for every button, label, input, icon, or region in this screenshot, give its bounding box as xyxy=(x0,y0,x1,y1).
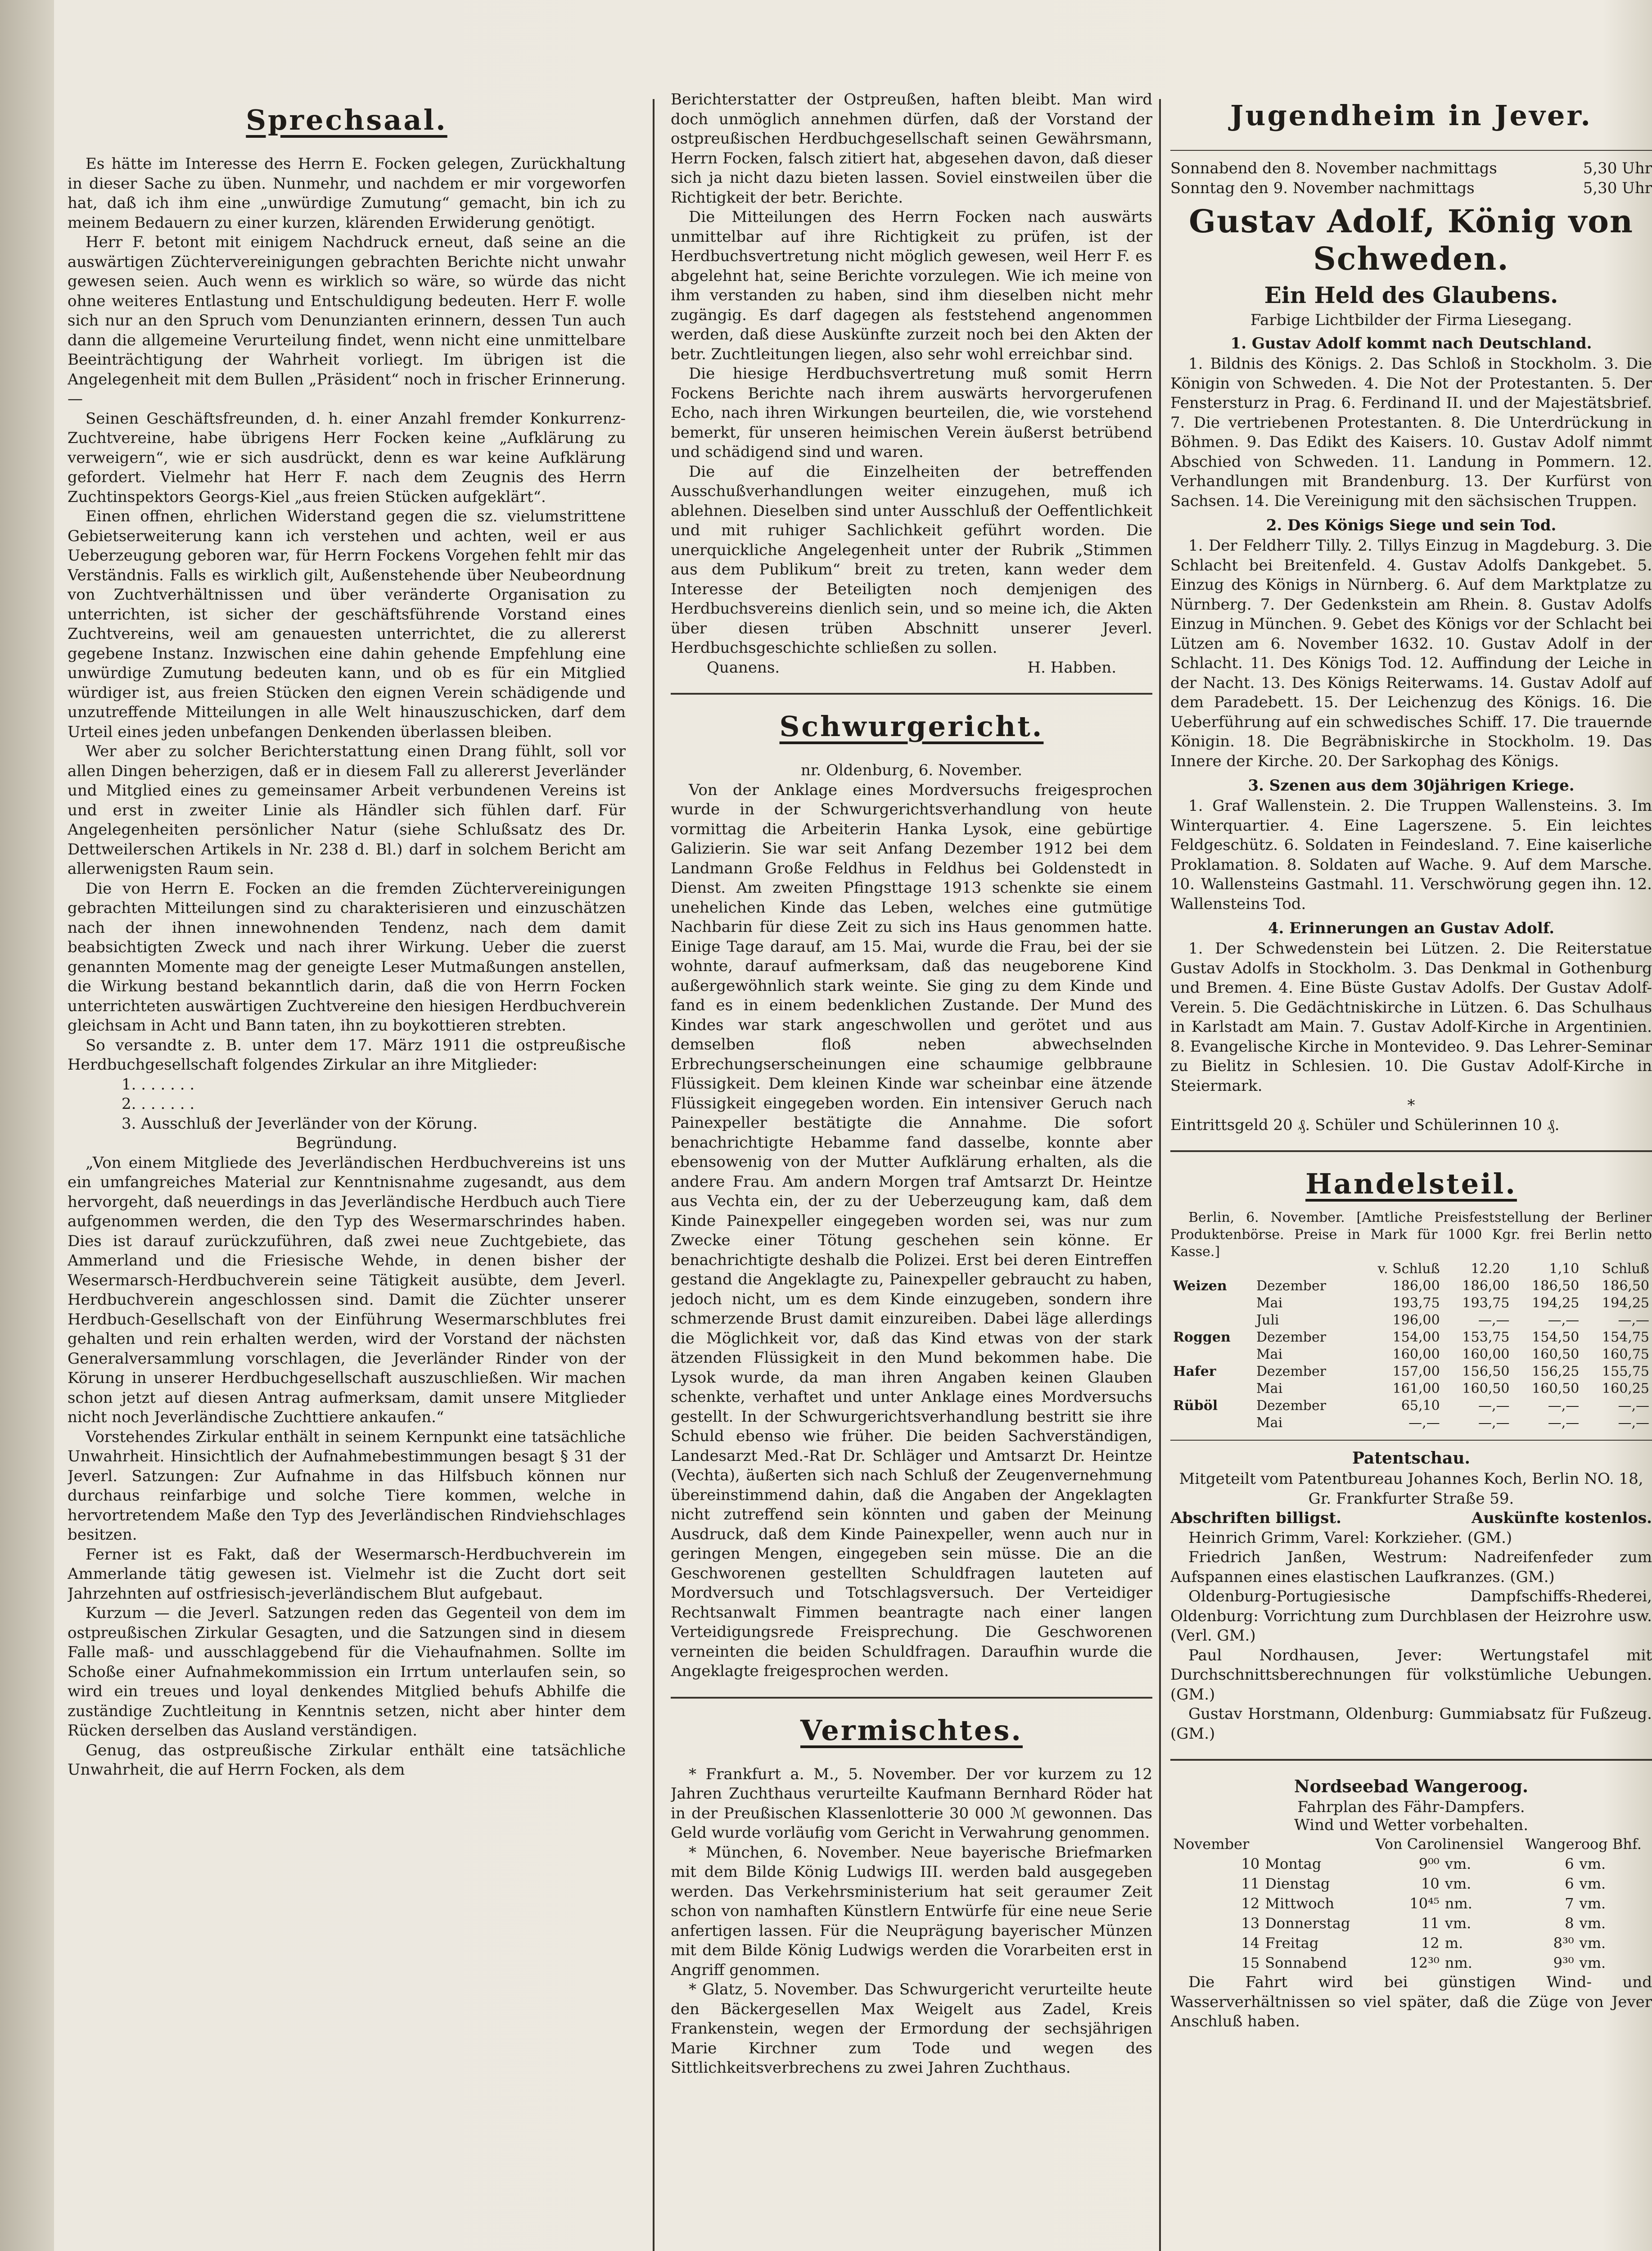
table-cell: 153,75 xyxy=(1462,1329,1510,1345)
table-cell: 10 xyxy=(1241,1855,1260,1872)
table-cell xyxy=(1170,1312,1254,1329)
table-cell: 186,00 xyxy=(1392,1278,1440,1294)
table-cell: 160,50 xyxy=(1462,1381,1510,1397)
list-item: 3. Ausschluß der Jeverländer von der Körung. xyxy=(122,1114,478,1133)
table-cell: nm. xyxy=(1444,1895,1472,1912)
table-row xyxy=(1170,1363,1652,1380)
patent-entry: Paul Nordhausen, Jever: Wertungstafel mit Durchschnittsberechnungen für volkstümliche Uebungen. (GM.) xyxy=(1170,1646,1652,1704)
paragraph: * München, 6. November. Neue bayerische Briefmarken mit dem Bilde König Ludwigs III. werden bald ausgegeben werden. Das Verkehrsministerium hat seit geraumer Zeit schon von namhaften Künstlern Entwürfe für eine neue Serie anfertigen lassen. Für die Neuprägung bayerischer Münzen mit dem Bilde König Ludwigs werden die Vorarbeiten erst in Angriff genommen. xyxy=(671,1843,1152,1979)
table-cell: 196,00 xyxy=(1392,1312,1440,1328)
signature-place: Quanens. xyxy=(707,658,780,677)
table-cell: 7 xyxy=(1565,1895,1574,1912)
date-row xyxy=(1170,159,1652,179)
table-cell: Mai xyxy=(1256,1347,1283,1362)
table-header: Wangeroog Bhf. xyxy=(1525,1835,1642,1853)
table-cell: vm. xyxy=(1444,1875,1471,1892)
table-cell: —,— xyxy=(1408,1415,1440,1431)
table-cell: 160,00 xyxy=(1462,1347,1510,1362)
table-cell: 14 xyxy=(1241,1935,1260,1952)
table-cell: Weizen xyxy=(1173,1278,1227,1294)
paragraph: Es hätte im Interesse des Herrn E. Focken gelegen, Zurückhaltung in dieser Sache zu üben. Nunmehr, und nachdem er mir vorgeworfen hat, daß ich ihm eine „unwürdige Zumutung“ gemacht, bin ich zu meinem Bedauern zu einer kurzen, klärenden Erwiderung genötigt. xyxy=(68,155,626,232)
table-cell: —,— xyxy=(1548,1398,1580,1414)
table-cell: Sonnabend xyxy=(1265,1954,1347,1971)
program-section-text: 1. Graf Wallenstein. 2. Die Truppen Wallensteins. 3. Im Winterquartier. 4. Eine Lagerszene. 5. Ein leichtes Feldgeschütz. 6. Soldaten in Feindesland. 7. Eine kaiserliche Proklamation. 8. Soldaten auf Wache. 9. Auf dem Marsche. 10. Wallensteins Gastmahl. 11. Verschwörung gegen ihn. 12. Wallensteins Tod. xyxy=(1170,797,1652,913)
program-section-text: 1. Der Schwedenstein bei Lützen. 2. Die Reiterstatue Gustav Adolfs in Stockholm. 3. Das Denkmal in Gothenburg und Bremen. 4. Eine Büste Gustav Adolfs. Der Gustav Adolf-Verein. 5. Die Gedächtniskirche in Lützen. 6. Das Schulhaus in Karlstadt am Main. 7. Gustav Adolf-Kirche in Argentinien. 8. Evangelische Kirche in Montevideo. 9. Das Lehrer-Seminar zu Bielitz in Schlesien. 10. Die Gustav Adolf-Kirche in Steiermark. xyxy=(1170,940,1652,1095)
table-row xyxy=(1170,1933,1652,1953)
divider xyxy=(671,1697,1152,1699)
program-section-title: 3. Szenen aus dem 30jährigen Kriege. xyxy=(1248,777,1575,795)
market-intro: Berlin, 6. November. [Amtliche Preisfeststellung der Berliner Produktenbörse. Preise in Mark für 1000 Kgr. frei Berlin netto Kasse.] xyxy=(1170,1210,1652,1260)
table-cell: Donnerstag xyxy=(1265,1915,1350,1932)
table-cell: Freitag xyxy=(1265,1935,1319,1952)
table-cell: vm. xyxy=(1444,1915,1471,1932)
table-row xyxy=(1170,1278,1652,1295)
table-cell: Dienstag xyxy=(1265,1875,1330,1892)
table-row xyxy=(1170,1397,1652,1415)
table-cell: 9³⁰ xyxy=(1553,1954,1574,1971)
paragraph: Wer aber zu solcher Berichterstattung einen Drang fühlt, soll vor allen Dingen beherzigen, daß er in diesem Fall zu allererst Jeverländer und Mitglied eines zu gemeinsamer Arbeit verbundenen Vereins ist und erst in zweiter Linie als Händler sich fühlen darf. Für Angelegenheiten persönlicher Natur (siehe Schlußsatz des Dr. Dettweilerschen Artikels in Nr. 238 d. Bl.) darf in solchem Bericht am allerwenigsten Raum sein. xyxy=(68,742,626,878)
table-header: 12.20 xyxy=(1471,1261,1510,1277)
subline: Farbige Lichtbilder der Firma Liesegang. xyxy=(1250,311,1572,329)
table-cell: vm. xyxy=(1444,1855,1471,1872)
table-cell: —,— xyxy=(1478,1398,1510,1414)
table-cell: 9⁰⁰ xyxy=(1418,1855,1440,1872)
table-cell: 154,50 xyxy=(1532,1329,1580,1345)
paragraph: Einen offnen, ehrlichen Widerstand gegen die sz. vielumstrittene Gebietserweiterung kann ich verstehen und achten, weil er aus Ueberzeugung geboren war, für Herrn Fockens Vorgehen fehlt mir das Verständnis. Falls es wirklich gilt, Außenstehende über Neubeordnung von Zuchtverhältnissen und über veränderte Organisation zu unterrichten, ist sicher der geschäftsführende Vorstand eines Zuchtvereins, weil am genauesten unterrichtet, die zu allererst gegebene Instanz. Inzwischen eine dahin gehende Empfehlung eine unwürdige Zumutung bedeuten kann, und ob es für ein Mitglied würdiger ist, aus freien Stücken den eignen Verein schädigende und unzutreffende Mitteilungen in alle Welt hinauszuschicken, darf dem Urteil eines jeden unbefangen Denkenden überlassen bleiben. xyxy=(68,507,626,741)
table-cell: Dezember xyxy=(1256,1364,1327,1379)
table-cell: 194,25 xyxy=(1532,1295,1580,1311)
table-cell: Mittwoch xyxy=(1265,1895,1335,1912)
table-cell: Dezember xyxy=(1256,1398,1327,1414)
star-separator: * xyxy=(1407,1096,1415,1114)
table-cell: 160,25 xyxy=(1602,1381,1649,1397)
headline: Gustav Adolf, König von Schweden. xyxy=(1189,203,1634,277)
table-cell: Dezember xyxy=(1256,1278,1327,1294)
paragraph: Die hiesige Herdbuchsvertretung muß somit Herrn Fockens Berichte nach ihrem auswärts hervorgerufenen Echo, nach ihren Wirkungen beurteilen, die, wie vorstehend bemerkt, für unseren heimischen Verein äußerst betrübend und schädigend sind und waren. xyxy=(671,365,1152,461)
table-cell: 13 xyxy=(1241,1915,1260,1932)
column-rule-2 xyxy=(1159,99,1161,2251)
table-cell: vm. xyxy=(1579,1915,1606,1932)
table-cell xyxy=(1170,1346,1254,1363)
table-header xyxy=(1254,1261,1353,1278)
table-header-row xyxy=(1170,1834,1652,1854)
paragraph: Die von Herrn E. Focken an die fremden Züchtervereinigungen gebrachten Mitteilungen sind zu charakterisieren und einzuschätzen nach der ihnen innewohnenden Tendenz, nach dem damit beabsichtigten Zweck und nach ihrer Wirkung. Ueber die zuerst genannten Momente mag der geneigte Leser Mutmaßungen anstellen, die Wirkung bestand bekanntlich darin, daß die von Herrn Focken unterrichteten auswärtigen Zuchtvereine den hiesigen Herdbuchverein gleichsam in Acht und Bann taten, ihn zu boykottieren strebten. xyxy=(68,879,626,1035)
divider xyxy=(1170,1759,1652,1761)
table-cell: vm. xyxy=(1579,1935,1606,1952)
paragraph: Herr F. betont mit einigem Nachdruck erneut, daß seine an die auswärtigen Züchtervereinigungen gebrachten Berichte nicht unwahr gewesen seien. Auch wenn es wirklich so wäre, so würde das nicht ohne weiteres Entlastung und Entschuldigung bedeuten. Herr F. wolle sich nur an den Spruch vom Denunzianten erinnern, dessen Tun auch dann die allgemeine Verurteilung findet, wenn nicht eine unmittelbare Beeinträchtigung der Wahrheit vorliegt. Im übrigen ist die Angelegenheit mit dem Bullen „Präsident“ noch in frischer Erinnerung. — xyxy=(68,233,626,408)
dateline: nr. Oldenburg, 6. November. xyxy=(800,761,1023,779)
paragraph: Die Mitteilungen des Herrn Focken nach auswärts unmittelbar auf ihre Richtigkeit zu prüfen, ist der Herdbuchsvertretung nicht möglich gewesen, weil Herr F. es abgelehnt hat, seine Berichte vorzulegen. Wie ich meine von ihm verstanden zu haben, sind ihm dieselben nicht mehr zugängig. Es darf dagegen als feststehend angenommen werden, daß diese Auskünfte zurzeit noch bei den Akten der betr. Zuchtleitungen liegen, also sehr wohl erreichbar sind. xyxy=(671,208,1152,363)
table-cell: 160,50 xyxy=(1532,1381,1580,1397)
table-cell: vm. xyxy=(1579,1875,1606,1892)
patent-entry: Gustav Horstmann, Oldenburg: Gummiabsatz für Fußzeug. (GM.) xyxy=(1170,1705,1652,1743)
price-table xyxy=(1170,1261,1652,1432)
table-row xyxy=(1170,1874,1652,1894)
table-cell: 11 xyxy=(1241,1875,1260,1892)
table-cell: Juli xyxy=(1256,1312,1279,1328)
paragraph: * Glatz, 5. November. Das Schwurgericht verurteilte heute den Bäckergesellen Max Weigelt aus Zadel, Kreis Frankenstein, wegen der Ermordung der sechsjährigen Marie Kirchner zum Tode und wegen des Sittlichkeitsverbrechens zu zwei Jahren Zuchthaus. xyxy=(671,1980,1152,2077)
table-cell: 6 xyxy=(1565,1855,1574,1872)
column-sprechsaal xyxy=(68,90,626,2251)
patent-entry: Oldenburg-Portugiesische Dampfschiffs-Rhederei, Oldenburg: Vorrichtung zum Durchblasen der Heizrohre usw. (Verl. GM.) xyxy=(1170,1587,1652,1645)
program-section-title: 1. Gustav Adolf kommt nach Deutschland. xyxy=(1230,334,1592,353)
signature-line xyxy=(671,658,1152,678)
date-row xyxy=(1170,179,1652,199)
table-row xyxy=(1170,1913,1652,1933)
ad-title-jugendheim: Jugendheim in Jever. xyxy=(1230,99,1592,132)
table-cell: 65,10 xyxy=(1401,1398,1440,1414)
table-cell: vm. xyxy=(1579,1855,1606,1872)
table-header-row xyxy=(1170,1261,1652,1278)
table-cell: 12 xyxy=(1241,1895,1260,1912)
list-item: 2. . . . . . . xyxy=(122,1095,195,1113)
paragraph: Kurzum — die Jeverl. Satzungen reden das Gegenteil von dem im ostpreußischen Zirkular Gesagten, und die Satzungen sind in diesem Falle maß- und ausschlaggebend für die Viehaufnahmen. Sollte im Schoße einer Aufnahmekommission ein Irrtum unterlaufen sein, so wird ein treues und loyal denkendes Mitglied behufs Abhilfe die zuständige Zuchtleitung in Kenntnis setzen, nicht aber hinter dem Rücken derselben das Ausland verständigen. xyxy=(68,1604,626,1740)
subheading-begruendung: Begründung. xyxy=(296,1134,397,1152)
paragraph: „Von einem Mitgliede des Jeverländischen Herdbuchvereins ist uns ein umfangreiches Material zur Kenntnisnahme zugesandt, aus dem hervorgeht, daß neuerdings in das Jeverländische Herdbuch auch Tiere aufgenommen werden, die den Typ des Wesermarschrindes haben. Dies ist darauf zurückzuführen, daß zwei neue Zuchtgebiete, das Ammerland und die Friesische Wehde, in denen bisher der Wesermarsch-Herdbuchverein seine Tätigkeit ausübte, dem Jeverl. Herdbuchverein angeschlossen sind. Damit die Züchter unserer Herdbuch-Gesellschaft von der Einführung Wesermarschblutes frei gehalten und rein erhalten werden, wird der Vorstand der nächsten Generalversammlung vorschlagen, die Jeverländer Rinder von der Körung in unserer Herdbuchgesellschaft auszuschließen. Wir machen schon jetzt auf diesen Antrag aufmerksam, damit unsere Mitglieder nicht noch Jeverländische Zuchttiere ankaufen.“ xyxy=(68,1153,626,1426)
list-item: 1. . . . . . . xyxy=(122,1075,195,1094)
table-cell: Dezember xyxy=(1256,1329,1327,1345)
signature-name: H. Habben. xyxy=(1027,658,1116,677)
table-cell: 186,50 xyxy=(1532,1278,1580,1294)
table-row xyxy=(1170,1295,1652,1312)
table-cell: 12 xyxy=(1421,1935,1440,1952)
schedule-subtitle: Fahrplan des Fähr-Dampfers. xyxy=(1297,1798,1525,1816)
table-header: November xyxy=(1173,1835,1250,1853)
book-spine xyxy=(0,0,54,2251)
time-text: 5,30 Uhr xyxy=(1583,179,1652,197)
paragraph: Berichterstatter der Ostpreußen, haften bleibt. Man wird doch unmöglich annehmen dürfen, daß der Vorstand der ostpreußischen Herdbuchgesellschaft seinen Gewährsmann, Herrn Focken, falsch zitiert hat, abgesehen davon, daß dieser sich ja nicht dazu bieten lassen. Soviel einstweilen über die Richtigkeit der betr. Berichte. xyxy=(671,90,1152,207)
paragraph: Ferner ist es Fakt, daß der Wesermarsch-Herdbuchverein im Ammerlande tätig gewesen ist. Vielmehr ist die Zucht dort seit Jahrzehnten auf ostfriesisch-jeverländischem Blut aufgebaut. xyxy=(68,1545,626,1603)
ferry-schedule-table xyxy=(1170,1834,1652,1973)
table-cell: vm. xyxy=(1579,1895,1606,1912)
table-cell: 8 xyxy=(1565,1915,1574,1932)
paragraph: * Frankfurt a. M., 5. November. Der vor kurzem zu 12 Jahren Zuchthaus verurteilte Kaufmann Bernhard Röder hat in der Preußischen Klassenlotterie 30 000 ℳ gewonnen. Das Geld wurde vorläufig vom Gericht in Verwahrung genommen. xyxy=(671,1765,1152,1842)
table-cell: —,— xyxy=(1618,1415,1649,1431)
table-cell: 10⁴⁵ xyxy=(1409,1895,1440,1912)
program-section-title: 4. Erinnerungen an Gustav Adolf. xyxy=(1268,919,1555,937)
table-cell: 155,75 xyxy=(1602,1364,1649,1379)
table-row xyxy=(1170,1312,1652,1329)
table-header xyxy=(1170,1261,1254,1278)
column-right xyxy=(1170,90,1652,2251)
section-title-handelsteil: Handelsteil. xyxy=(1305,1167,1517,1200)
table-cell: 6 xyxy=(1565,1875,1574,1892)
table-cell: —,— xyxy=(1618,1312,1649,1328)
paragraph: Vorstehendes Zirkular enthält in seinem Kernpunkt eine tatsächliche Unwahrheit. Hinsichtlich der Aufnahmebestimmungen besagt § 31 der Jeverl. Satzungen: Zur Aufnahme in das Hilfsbuch können nur durchaus reinfarbige und solche Tiere kommen, welche in hervortretendem Maße den Typ des Jeverländischen Rindviehschlages besitzen. xyxy=(68,1428,626,1544)
table-cell: 10 xyxy=(1421,1875,1440,1892)
table-cell: 154,75 xyxy=(1602,1329,1649,1345)
table-cell: nm. xyxy=(1444,1954,1472,1971)
table-cell: 186,50 xyxy=(1602,1278,1649,1294)
paragraph: Von der Anklage eines Mordversuchs freigesprochen wurde in der Schwurgerichtsverhandlung von heute vormittag die Arbeiterin Hanka Lysok, eine gebürtige Galizierin. Sie war seit Anfang Dezember 1912 bei dem Landmann Große Feldhus in Feldhus bei Goldenstedt in Dienst. Am zweiten Pfingsttage 1913 schenkte sie einem unehelichen Kinde das Leben, welches eine gutmütige Nachbarin für diese Zeit zu sich ins Haus genommen hatte. Einige Tage darauf, am 15. Mai, wurde die Frau, bei der sie wohnte, darauf aufmerksam, daß das neugeborene Kind außergewöhnlich stark weinte. Sie ging zu dem Kinde und fand es in einem bedenklichen Zustande. Der Mund des Kindes war stark angeschwollen und gerötet und aus demselben floß neben abwechselnden Erbrechungserscheinungen eine schaumige gelbbraune Flüssigkeit. Dem kleinen Kinde war scheinbar eine ätzende Flüssigkeit eingegeben worden. Ein intensiver Geruch nach Painexpeller bestätigte die Annahme. Die sofort benachrichtigte Hebamme fand dasselbe, konnte aber ebensowenig von der Mutter Aufklärung erhalten, als die andere Frau. Am andern Morgen traf Amtsarzt Dr. Heintze aus Vechta ein, der zu der Ueberzeugung kam, daß dem Kinde Painexpeller eingegeben worden sei, was nur zum Zwecke einer Tötung geschehen sein könne. Er benachrichtigte deshalb die Polizei. Erst bei deren Eintreffen gestand die Angeklagte zu, Painexpeller gebraucht zu haben, jedoch nicht, um es dem Kinde einzugeben, sondern ihre schmerzende Brust damit einzureiben. Dabei läge allerdings die Möglichkeit vor, daß das Kind etwas von der stark ätzenden Flüssigkeit in den Mund bekommen habe. Die Lysok wurde, da man ihren Angaben keinen Glauben schenkte, verhaftet und unter Anklage eines Mordversuchs gestellt. In der Schwurgerichtsverhandlung bestritt sie ihre Schuld ebenso wie früher. Die beiden Sachverständigen, Landesarzt Med.-Rat Dr. Schläger und Amtsarzt Dr. Heintze (Vechta), äußerten sich nach Schluß der Zeugenvernehmung übereinstimmend dahin, daß die Angaben der Angeklagten nicht zutreffend sein könnten und gaben der Meinung Ausdruck, daß dem Kinde Painexpeller, wenn auch nur in geringen Mengen, eingegeben sein müsse. Die an die Geschworenen gestellten Schuldfragen lauteten auf Mordversuch und Totschlagsversuch. Der Verteidiger Rechtsanwalt Fimmen beantragte nach einer langen Verteidigungsrede Freisprechung. Die Geschworenen verneinten die beiden Schuldfragen. Daraufhin wurde die Angeklagte freigesprochen werden. xyxy=(671,781,1152,1680)
table-cell xyxy=(1170,1380,1254,1397)
table-row xyxy=(1170,1953,1652,1973)
table-cell: 11 xyxy=(1421,1915,1440,1932)
column-rule-1 xyxy=(653,99,654,2251)
section-title-sprechsaal: Sprechsaal. xyxy=(246,104,447,136)
table-cell: 160,50 xyxy=(1532,1347,1580,1362)
table-cell xyxy=(1170,1415,1254,1432)
patent-note-right: Auskünfte kostenlos. xyxy=(1471,1509,1652,1527)
table-cell: 193,75 xyxy=(1392,1295,1440,1311)
section-title-patentschau: Patentschau. xyxy=(1352,1449,1471,1468)
schedule-footer: Die Fahrt wird bei günstigen Wind- und Wasserverhältnissen so viel später, daß die Züge von Jever Anschluß haben. xyxy=(1170,1973,1652,2030)
paragraph: Genug, das ostpreußische Zirkular enthält eine tatsächliche Unwahrheit, die auf Herrn Focken, als dem xyxy=(68,1741,626,1779)
section-title-wangeroog: Nordseebad Wangeroog. xyxy=(1294,1776,1529,1796)
table-cell: Mai xyxy=(1256,1415,1283,1431)
table-cell: Mai xyxy=(1256,1381,1283,1397)
patent-intro: Mitgeteilt vom Patentbureau Johannes Koch, Berlin NO. 18, Gr. Frankfurter Straße 59. xyxy=(1179,1470,1643,1508)
table-cell: 193,75 xyxy=(1462,1295,1510,1311)
table-header: 1,10 xyxy=(1549,1261,1580,1277)
patent-note-left: Abschriften billigst. xyxy=(1170,1509,1341,1527)
table-cell: 161,00 xyxy=(1392,1381,1440,1397)
program-section-text: 1. Der Feldherr Tilly. 2. Tillys Einzug in Magdeburg. 3. Die Schlacht bei Breitenfeld. 4. Gustav Adolfs Dankgebet. 5. Einzug des Königs in Nürnberg. 6. Auf dem Marktplatze zu Nürnberg. 7. Der Gedenkstein am Rhein. 8. Gustav Adolfs Einzug in München. 9. Gebet des Königs vor der Schlacht bei Lützen am 6. November 1632. 10. Gustav Adolf in der Schlacht. 11. Des Königs Tod. 12. Auffindung der Leiche in der Nacht. 13. Des Königs Reiterwams. 14. Gustav Adolf auf dem Paradebett. 15. Der Leichenzug des Königs. 16. Die Ueberführung auf ein schwedisches Schiff. 17. Die trauernde Königin. 18. Die Begräbniskirche in Stockholm. 19. Das Innere der Kirche. 20. Der Sarkophag des Königs. xyxy=(1170,537,1652,770)
divider xyxy=(1170,1440,1652,1441)
table-cell: —,— xyxy=(1478,1415,1510,1431)
table-cell: Mai xyxy=(1256,1295,1283,1311)
table-cell: 157,00 xyxy=(1392,1364,1440,1379)
date-text: Sonntag den 9. November nachmittags xyxy=(1170,179,1475,197)
table-cell: vm. xyxy=(1579,1954,1606,1971)
program-section-text: 1. Bildnis des Königs. 2. Das Schloß in Stockholm. 3. Die Königin von Schweden. 4. Die Not der Protestanten. 5. Der Fenstersturz in Prag. 6. Ferdinand II. und der Majestätsbrief. 7. Die vertriebenen Protestanten. 8. Die Unterdrückung in Böhmen. 9. Das Edikt des Kaisers. 10. Gustav Adolf nimmt Abschied von Schweden. 11. Landung in Pommern. 12. Verhandlungen mit Brandenburg. 13. Der Kurfürst von Sachsen. 14. Die Vereinigung mit den sächsischen Truppen. xyxy=(1170,355,1652,510)
table-row xyxy=(1170,1894,1652,1913)
section-title-vermischtes: Vermischtes. xyxy=(800,1713,1023,1747)
table-cell: m. xyxy=(1444,1935,1463,1952)
patent-note-row xyxy=(1170,1509,1652,1528)
table-cell: Montag xyxy=(1265,1855,1322,1872)
table-cell: —,— xyxy=(1618,1398,1649,1414)
entry-fee: Eintrittsgeld 20 ₰. Schüler und Schülerinnen 10 ₰. xyxy=(1170,1116,1560,1134)
table-cell: 8³⁰ xyxy=(1553,1935,1574,1952)
subheadline: Ein Held des Glaubens. xyxy=(1264,282,1558,308)
table-header: Schluß xyxy=(1602,1261,1649,1277)
program-section-title: 2. Des Königs Siege und sein Tod. xyxy=(1266,516,1557,534)
column-middle xyxy=(671,90,1152,2251)
table-cell: 156,50 xyxy=(1462,1364,1510,1379)
schedule-note: Wind und Wetter vorbehalten. xyxy=(1294,1816,1529,1834)
table-cell: 160,75 xyxy=(1602,1347,1649,1362)
table-cell: 15 xyxy=(1241,1954,1260,1971)
table-cell: —,— xyxy=(1548,1415,1580,1431)
table-header: Von Carolinensiel xyxy=(1375,1835,1504,1853)
table-cell: Hafer xyxy=(1173,1364,1216,1379)
table-row xyxy=(1170,1854,1652,1874)
table-cell: —,— xyxy=(1548,1312,1580,1328)
time-text: 5,30 Uhr xyxy=(1583,159,1652,177)
paragraph: So versandte z. B. unter dem 17. März 1911 die ostpreußische Herdbuchgesellschaft folgendes Zirkular an ihre Mitglieder: xyxy=(68,1036,626,1074)
table-header: v. Schluß xyxy=(1377,1261,1440,1277)
section-title-schwurgericht: Schwurgericht. xyxy=(779,710,1044,743)
divider xyxy=(1170,1150,1652,1152)
table-cell: 194,25 xyxy=(1602,1295,1649,1311)
table-cell: 186,00 xyxy=(1462,1278,1510,1294)
divider xyxy=(671,693,1152,695)
table-header xyxy=(1262,1834,1364,1854)
table-cell: —,— xyxy=(1478,1312,1510,1328)
table-cell: Rüböl xyxy=(1173,1398,1218,1414)
table-cell: 154,00 xyxy=(1392,1329,1440,1345)
patent-entry: Friedrich Janßen, Westrum: Nadreifenfeder zum Aufspannen eines elastischen Laufkranzes. (GM.) xyxy=(1170,1548,1652,1586)
table-cell: Roggen xyxy=(1173,1329,1231,1345)
table-row xyxy=(1170,1415,1652,1432)
date-text: Sonnabend den 8. November nachmittags xyxy=(1170,159,1497,177)
table-cell: 156,25 xyxy=(1532,1364,1580,1379)
paragraph: Die auf die Einzelheiten der betreffenden Ausschußverhandlungen weiter einzugehen, muß ich ablehnen. Dieselben sind unter Ausschluß der Oeffentlichkeit und mit ruhiger Sachlichkeit geführt worden. Die unerquickliche Angelegenheit unter der Rubrik „Stimmen aus dem Publikum“ breit zu treten, kann weder dem Interesse der Beteiligten noch demjenigen des Herdbuchsvereins dienlich sein, und so meine ich, die Akten über diesen trüben Abschnitt unserer Jeverl. Herdbuchsgeschichte schließen zu sollen. xyxy=(671,462,1152,657)
paragraph: Seinen Geschäftsfreunden, d. h. einer Anzahl fremder Konkurrenz-Zuchtvereine, habe übrigens Herr Focken keine „Aufklärung zu verweigern“, wie er sich ausdrückt, denn es war keine Aufklärung gefordert. Vielmehr hat Herr F. nach dem Zeugnis des Herrn Zuchtinspektors Georgs-Kiel „aus freien Stücken aufgeklärt“. xyxy=(68,409,626,506)
divider xyxy=(1170,150,1652,151)
table-cell: 12³⁰ xyxy=(1409,1954,1440,1971)
table-cell: 160,00 xyxy=(1392,1347,1440,1362)
table-row xyxy=(1170,1346,1652,1363)
table-row xyxy=(1170,1380,1652,1397)
table-cell xyxy=(1170,1295,1254,1312)
patent-entry: Heinrich Grimm, Varel: Korkzieher. (GM.) xyxy=(1188,1528,1512,1547)
table-row xyxy=(1170,1329,1652,1346)
